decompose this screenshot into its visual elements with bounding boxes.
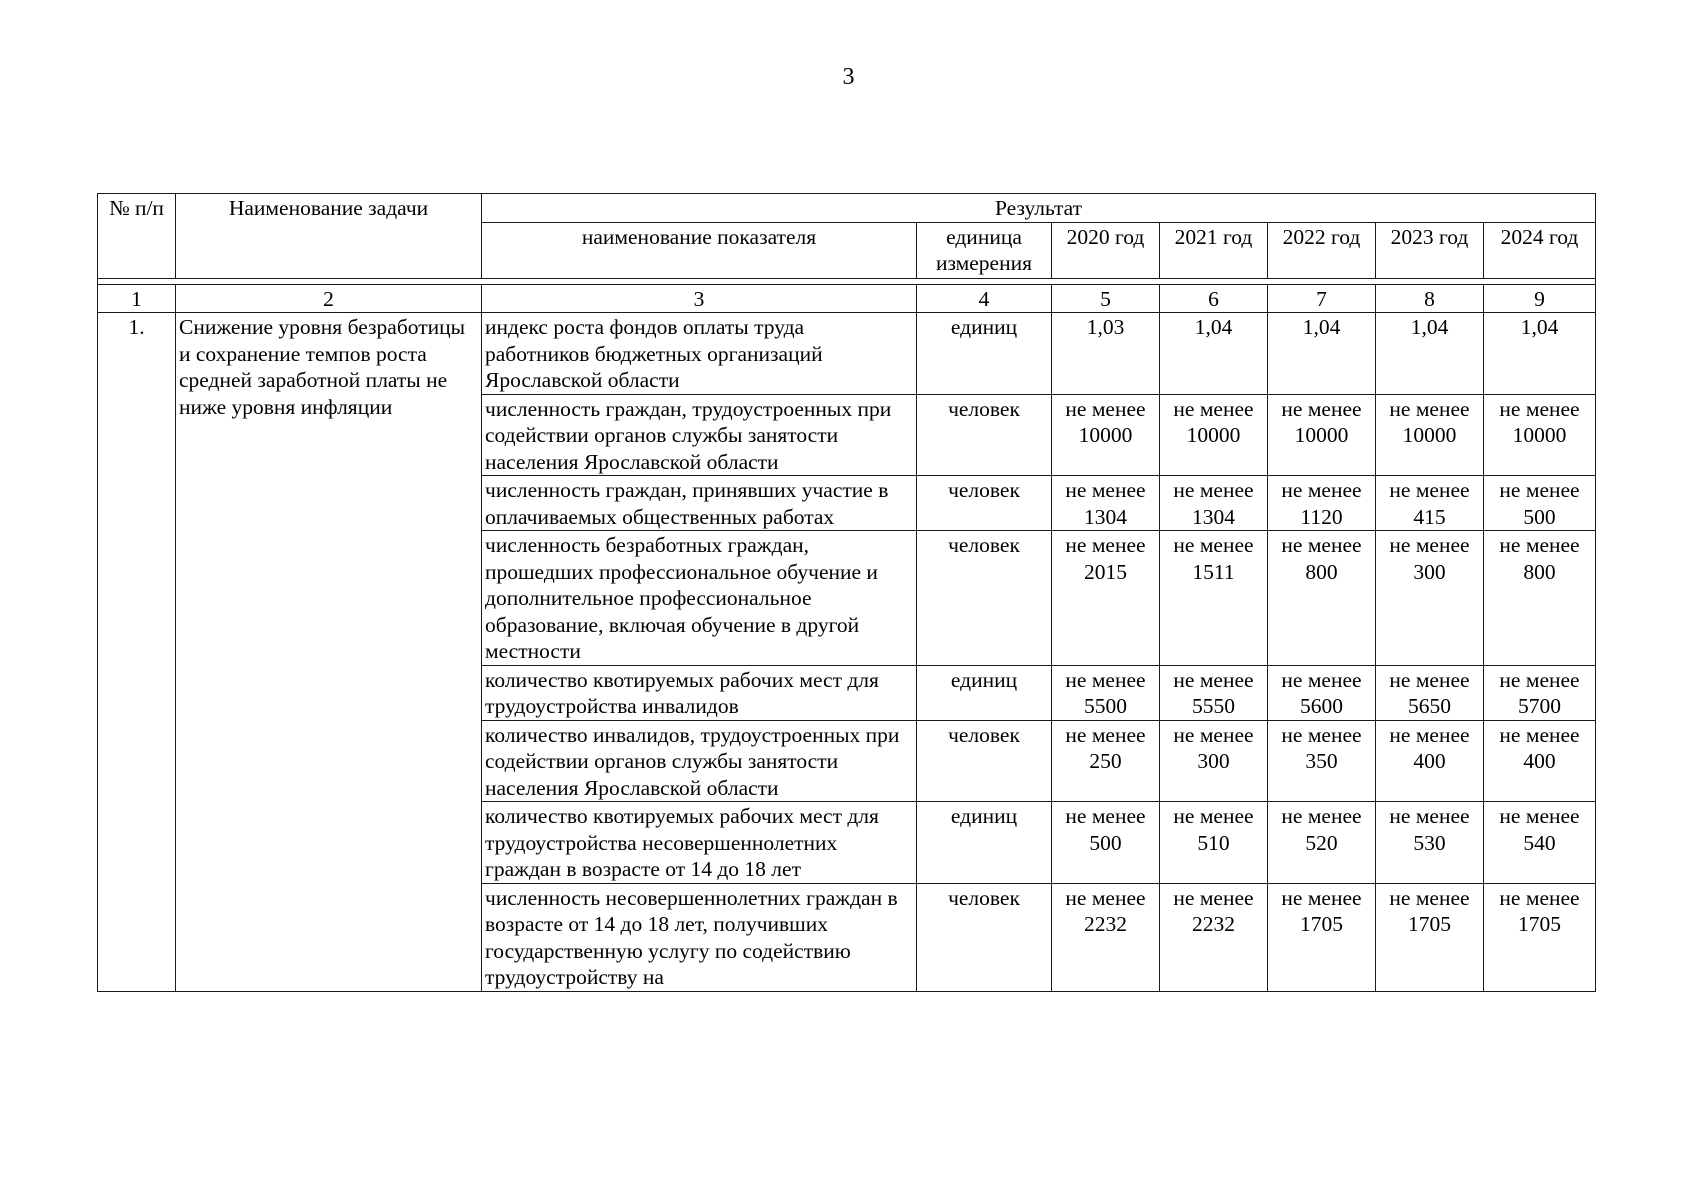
value-2021: не менее 1511 [1160, 531, 1268, 666]
column-number: 6 [1160, 284, 1268, 313]
header-num: № п/п [98, 194, 176, 279]
header-row-1 [98, 194, 1596, 223]
indicator-unit: человек [917, 476, 1052, 531]
value-2023: не менее 1705 [1376, 883, 1484, 991]
task-name: Снижение уровня безработицы и сохранение темпов роста средней заработной платы не ниже уровня инфляции [176, 313, 482, 992]
value-2024: не менее 800 [1484, 531, 1596, 666]
header-year-2024: 2024 год [1484, 222, 1596, 278]
value-2020: не менее 5500 [1052, 665, 1160, 720]
value-2023: не менее 530 [1376, 802, 1484, 884]
indicator-name: численность несовершеннолетних граждан в возрасте от 14 до 18 лет, получивших государственную услугу по содействию трудоустройству на [482, 883, 917, 991]
indicator-name: количество инвалидов, трудоустроенных при содействии органов службы занятости населения Ярославской области [482, 720, 917, 802]
column-number: 3 [482, 284, 917, 313]
value-2020: 1,03 [1052, 313, 1160, 395]
value-2020: не менее 250 [1052, 720, 1160, 802]
value-2024: не менее 5700 [1484, 665, 1596, 720]
indicator-name: численность граждан, принявших участие в оплачиваемых общественных работах [482, 476, 917, 531]
header-result: Результат [482, 194, 1596, 223]
value-2024: 1,04 [1484, 313, 1596, 395]
result-table [97, 193, 1596, 992]
column-number: 1 [98, 284, 176, 313]
value-2022: не менее 5600 [1268, 665, 1376, 720]
value-2021: не менее 510 [1160, 802, 1268, 884]
value-2020: не менее 500 [1052, 802, 1160, 884]
column-number: 5 [1052, 284, 1160, 313]
value-2024: не менее 1705 [1484, 883, 1596, 991]
value-2023: не менее 10000 [1376, 394, 1484, 476]
indicator-name: количество квотируемых рабочих мест для трудоустройства несовершеннолетних граждан в возрасте от 14 до 18 лет [482, 802, 917, 884]
indicator-unit: человек [917, 883, 1052, 991]
value-2022: не менее 1120 [1268, 476, 1376, 531]
indicator-name: численность безработных граждан, прошедших профессиональное обучение и дополнительное профессиональное образование, включая обучение в другой местности [482, 531, 917, 666]
value-2024: не менее 500 [1484, 476, 1596, 531]
indicator-unit: единиц [917, 802, 1052, 884]
value-2022: не менее 10000 [1268, 394, 1376, 476]
column-number-row [98, 284, 1596, 313]
header-year-2020: 2020 год [1052, 222, 1160, 278]
indicator-unit: человек [917, 720, 1052, 802]
value-2021: не менее 5550 [1160, 665, 1268, 720]
value-2023: не менее 415 [1376, 476, 1484, 531]
indicator-unit: человек [917, 531, 1052, 666]
value-2020: не менее 2015 [1052, 531, 1160, 666]
header-indicator: наименование показателя [482, 222, 917, 278]
header-unit: единица измерения [917, 222, 1052, 278]
value-2022: 1,04 [1268, 313, 1376, 395]
header-year-2021: 2021 год [1160, 222, 1268, 278]
indicator-unit: единиц [917, 665, 1052, 720]
column-number: 7 [1268, 284, 1376, 313]
value-2023: не менее 300 [1376, 531, 1484, 666]
header-task: Наименование задачи [176, 194, 482, 279]
value-2021: 1,04 [1160, 313, 1268, 395]
value-2021: не менее 10000 [1160, 394, 1268, 476]
column-number: 8 [1376, 284, 1484, 313]
value-2022: не менее 520 [1268, 802, 1376, 884]
value-2023: 1,04 [1376, 313, 1484, 395]
header-year-2022: 2022 год [1268, 222, 1376, 278]
column-number: 4 [917, 284, 1052, 313]
value-2021: не менее 2232 [1160, 883, 1268, 991]
value-2024: не менее 540 [1484, 802, 1596, 884]
column-number: 2 [176, 284, 482, 313]
value-2023: не менее 400 [1376, 720, 1484, 802]
value-2024: не менее 400 [1484, 720, 1596, 802]
value-2020: не менее 10000 [1052, 394, 1160, 476]
column-number: 9 [1484, 284, 1596, 313]
value-2020: не менее 1304 [1052, 476, 1160, 531]
indicator-unit: единиц [917, 313, 1052, 395]
value-2022: не менее 800 [1268, 531, 1376, 666]
header-year-2023: 2023 год [1376, 222, 1484, 278]
value-2021: не менее 300 [1160, 720, 1268, 802]
page-number: 3 [842, 64, 855, 90]
table-row [98, 313, 1596, 395]
value-2021: не менее 1304 [1160, 476, 1268, 531]
value-2023: не менее 5650 [1376, 665, 1484, 720]
value-2022: не менее 1705 [1268, 883, 1376, 991]
indicator-name: численность граждан, трудоустроенных при содействии органов службы занятости населения Ярославской области [482, 394, 917, 476]
task-number: 1. [98, 313, 176, 992]
indicator-unit: человек [917, 394, 1052, 476]
value-2020: не менее 2232 [1052, 883, 1160, 991]
value-2024: не менее 10000 [1484, 394, 1596, 476]
value-2022: не менее 350 [1268, 720, 1376, 802]
indicator-name: количество квотируемых рабочих мест для трудоустройства инвалидов [482, 665, 917, 720]
indicator-name: индекс роста фондов оплаты труда работников бюджетных организаций Ярославской области [482, 313, 917, 395]
